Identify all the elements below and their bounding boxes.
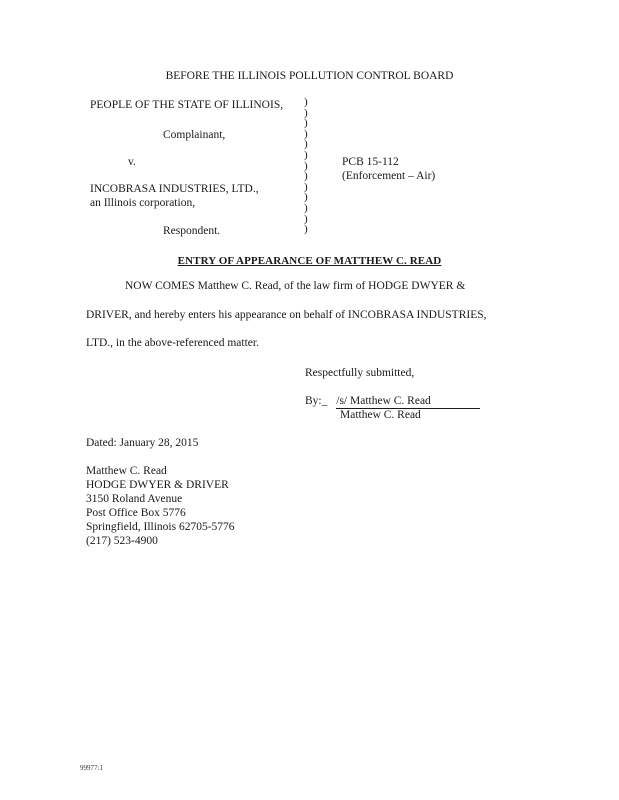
caption-parentheses: ) ) ) ) ) ) ) ) ) ) ) ) ) [304,96,308,236]
address-street: 3150 Roland Avenue [86,493,183,505]
by-label: By:_ [305,395,328,407]
dated-line: Dated: January 28, 2015 [86,437,199,449]
case-number: PCB 15-112 [342,156,399,168]
signature-line [305,394,480,409]
body-line-2: DRIVER, and hereby enters his appearance on behalf of INCOBRASA INDUSTRIES, [86,309,487,321]
address-city: Springfield, Illinois 62705-5776 [86,521,235,533]
defendant-role: Respondent. [163,225,221,237]
versus-label: v. [128,156,136,168]
address-po-box: Post Office Box 5776 [86,507,186,519]
case-type: (Enforcement – Air) [342,170,436,182]
plaintiff-name: PEOPLE OF THE STATE OF ILLINOIS, [90,99,284,111]
body-line-1: NOW COMES Matthew C. Read, of the law firm of HODGE DWYER & [125,280,466,292]
board-heading: BEFORE THE ILLINOIS POLLUTION CONTROL BOARD [165,70,454,82]
body-line-3: LTD., in the above-referenced matter. [86,337,259,349]
closing-text: Respectfully submitted, [305,367,415,379]
signed-name: /s/ Matthew C. Read [336,394,480,409]
defendant-description: an Illinois corporation, [90,197,196,209]
address-phone: (217) 523-4900 [86,535,158,547]
document-footer-code: 99977:1 [80,764,103,772]
plaintiff-role: Complainant, [163,129,226,141]
address-firm: HODGE DWYER & DRIVER [86,479,229,491]
entry-title: ENTRY OF APPEARANCE OF MATTHEW C. READ [177,255,442,267]
printed-name: Matthew C. Read [340,409,421,421]
address-name: Matthew C. Read [86,465,167,477]
defendant-name: INCOBRASA INDUSTRIES, LTD., [90,183,259,195]
